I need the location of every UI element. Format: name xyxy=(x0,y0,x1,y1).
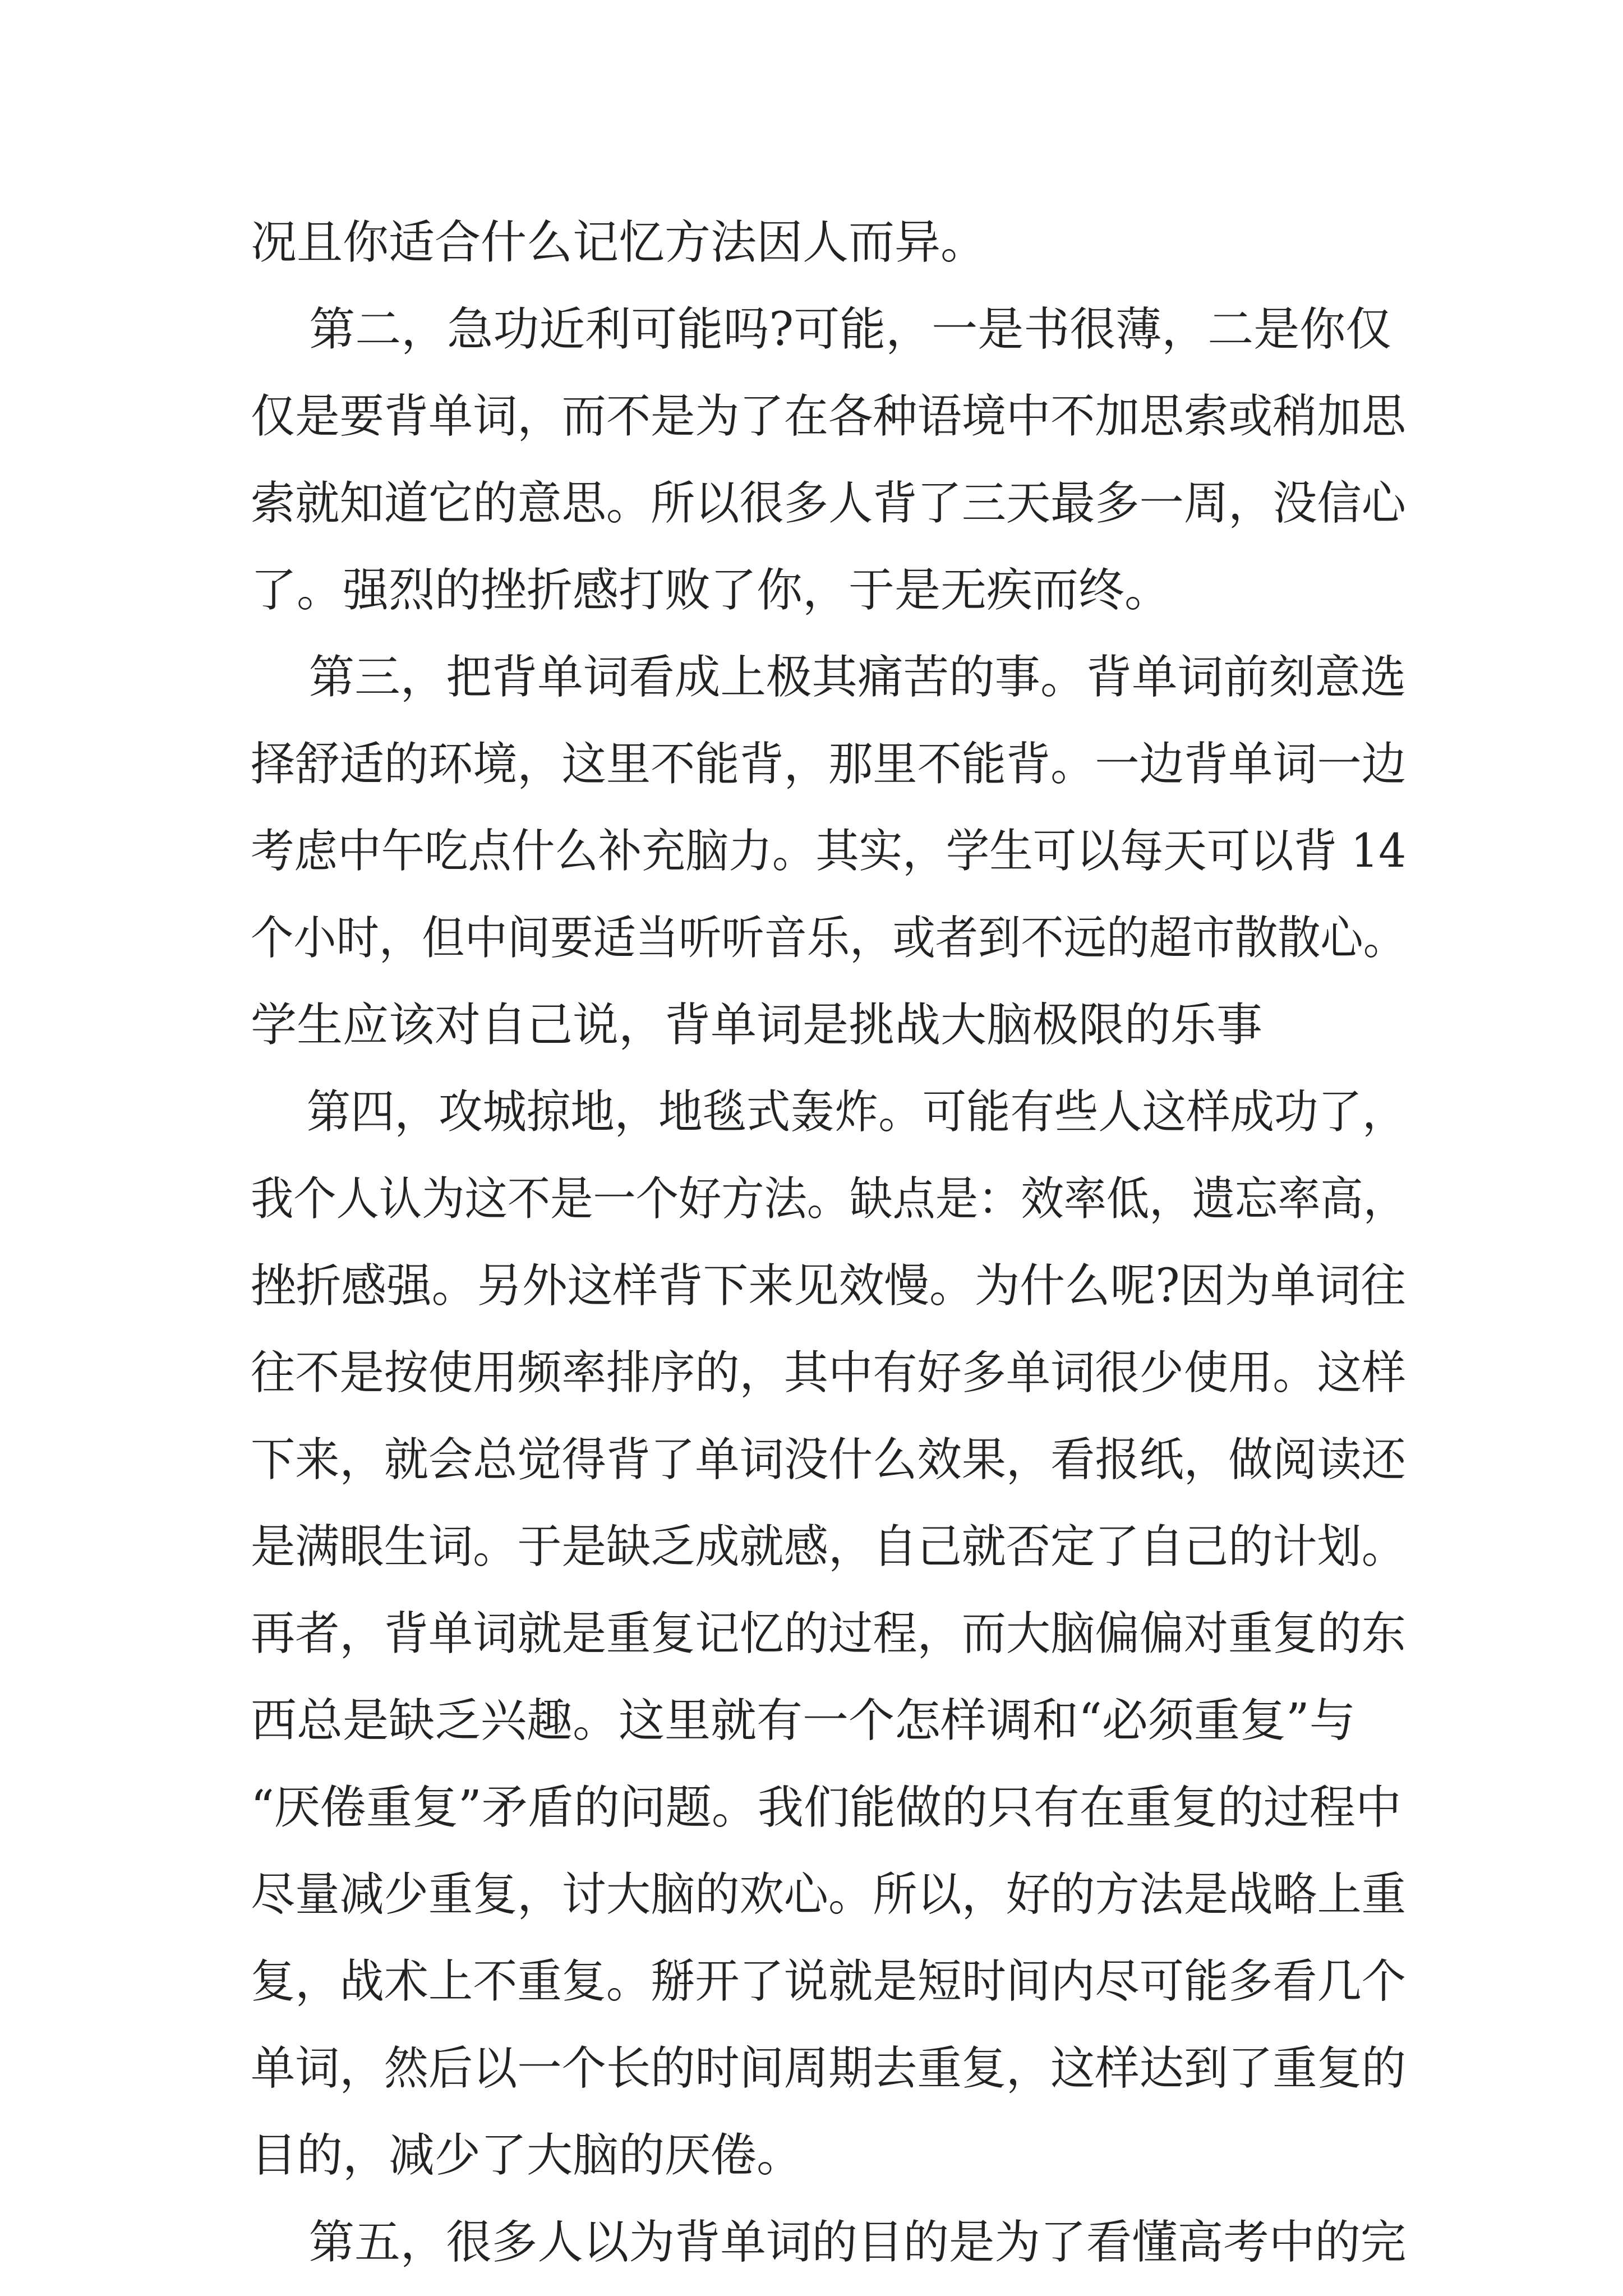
text-line: 复，战术上不重复。掰开了说就是短时间内尽可能多看几个 xyxy=(251,1955,1407,2008)
text-line: 索就知道它的意思。所以很多人背了三天最多一周，没信心 xyxy=(251,477,1407,530)
text-line: 第四，攻城掠地，地毯式轰炸。可能有些人这样成功了， xyxy=(251,1085,1407,1139)
text-line: 第五，很多人以为背单词的目的是为了看懂高考中的完 xyxy=(251,2216,1407,2269)
text-line: 单词，然后以一个长的时间周期去重复，这样达到了重复的 xyxy=(251,2042,1407,2095)
text-line: 再者，背单词就是重复记忆的过程，而大脑偏偏对重复的东 xyxy=(251,1607,1407,1660)
text-line: 我个人认为这不是一个好方法。缺点是：效率低，遗忘率高， xyxy=(251,1172,1407,1226)
text-line: 是满眼生词。于是缺乏成就感，自己就否定了自己的计划。 xyxy=(251,1520,1407,1573)
text-line: 目的，减少了大脑的厌倦。 xyxy=(251,2129,803,2182)
text-line: “厌倦重复”矛盾的问题。我们能做的只有在重复的过程中 xyxy=(251,1781,1401,1834)
body-text xyxy=(251,199,1406,2286)
text-line: 考虑中午吃点什么补充脑力。其实，学生可以每天可以背 14 xyxy=(251,825,1407,878)
text-line: 况且你适合什么记忆方法因人而异。 xyxy=(251,216,987,269)
text-line: 第三，把背单词看成上极其痛苦的事。背单词前刻意选 xyxy=(251,651,1407,704)
text-line: 了。强烈的挫折感打败了你，于是无疾而终。 xyxy=(251,564,1171,617)
text-line: 择舒适的环境，这里不能背，那里不能背。一边背单词一边 xyxy=(251,738,1407,791)
text-line: 第二，急功近利可能吗?可能，一是书很薄，二是你仅 xyxy=(251,303,1392,356)
text-line: 下来，就会总觉得背了单词没什么效果，看报纸，做阅读还 xyxy=(251,1433,1407,1487)
text-line: 个小时，但中间要适当听听音乐，或者到不远的超市散散心。 xyxy=(251,912,1407,965)
text-line: 往不是按使用频率排序的，其中有好多单词很少使用。这样 xyxy=(251,1346,1407,1400)
text-line: 尽量减少重复，讨大脑的欢心。所以，好的方法是战略上重 xyxy=(251,1868,1407,1921)
text-line: 西总是缺乏兴趣。这里就有一个怎样调和“必须重复”与 xyxy=(251,1694,1355,1747)
text-line: 挫折感强。另外这样背下来见效慢。为什么呢?因为单词往 xyxy=(251,1259,1406,1313)
text-line: 仅是要背单词，而不是为了在各种语境中不加思索或稍加思 xyxy=(251,390,1407,443)
text-line: 学生应该对自己说，背单词是挑战大脑极限的乐事 xyxy=(251,999,1263,1052)
